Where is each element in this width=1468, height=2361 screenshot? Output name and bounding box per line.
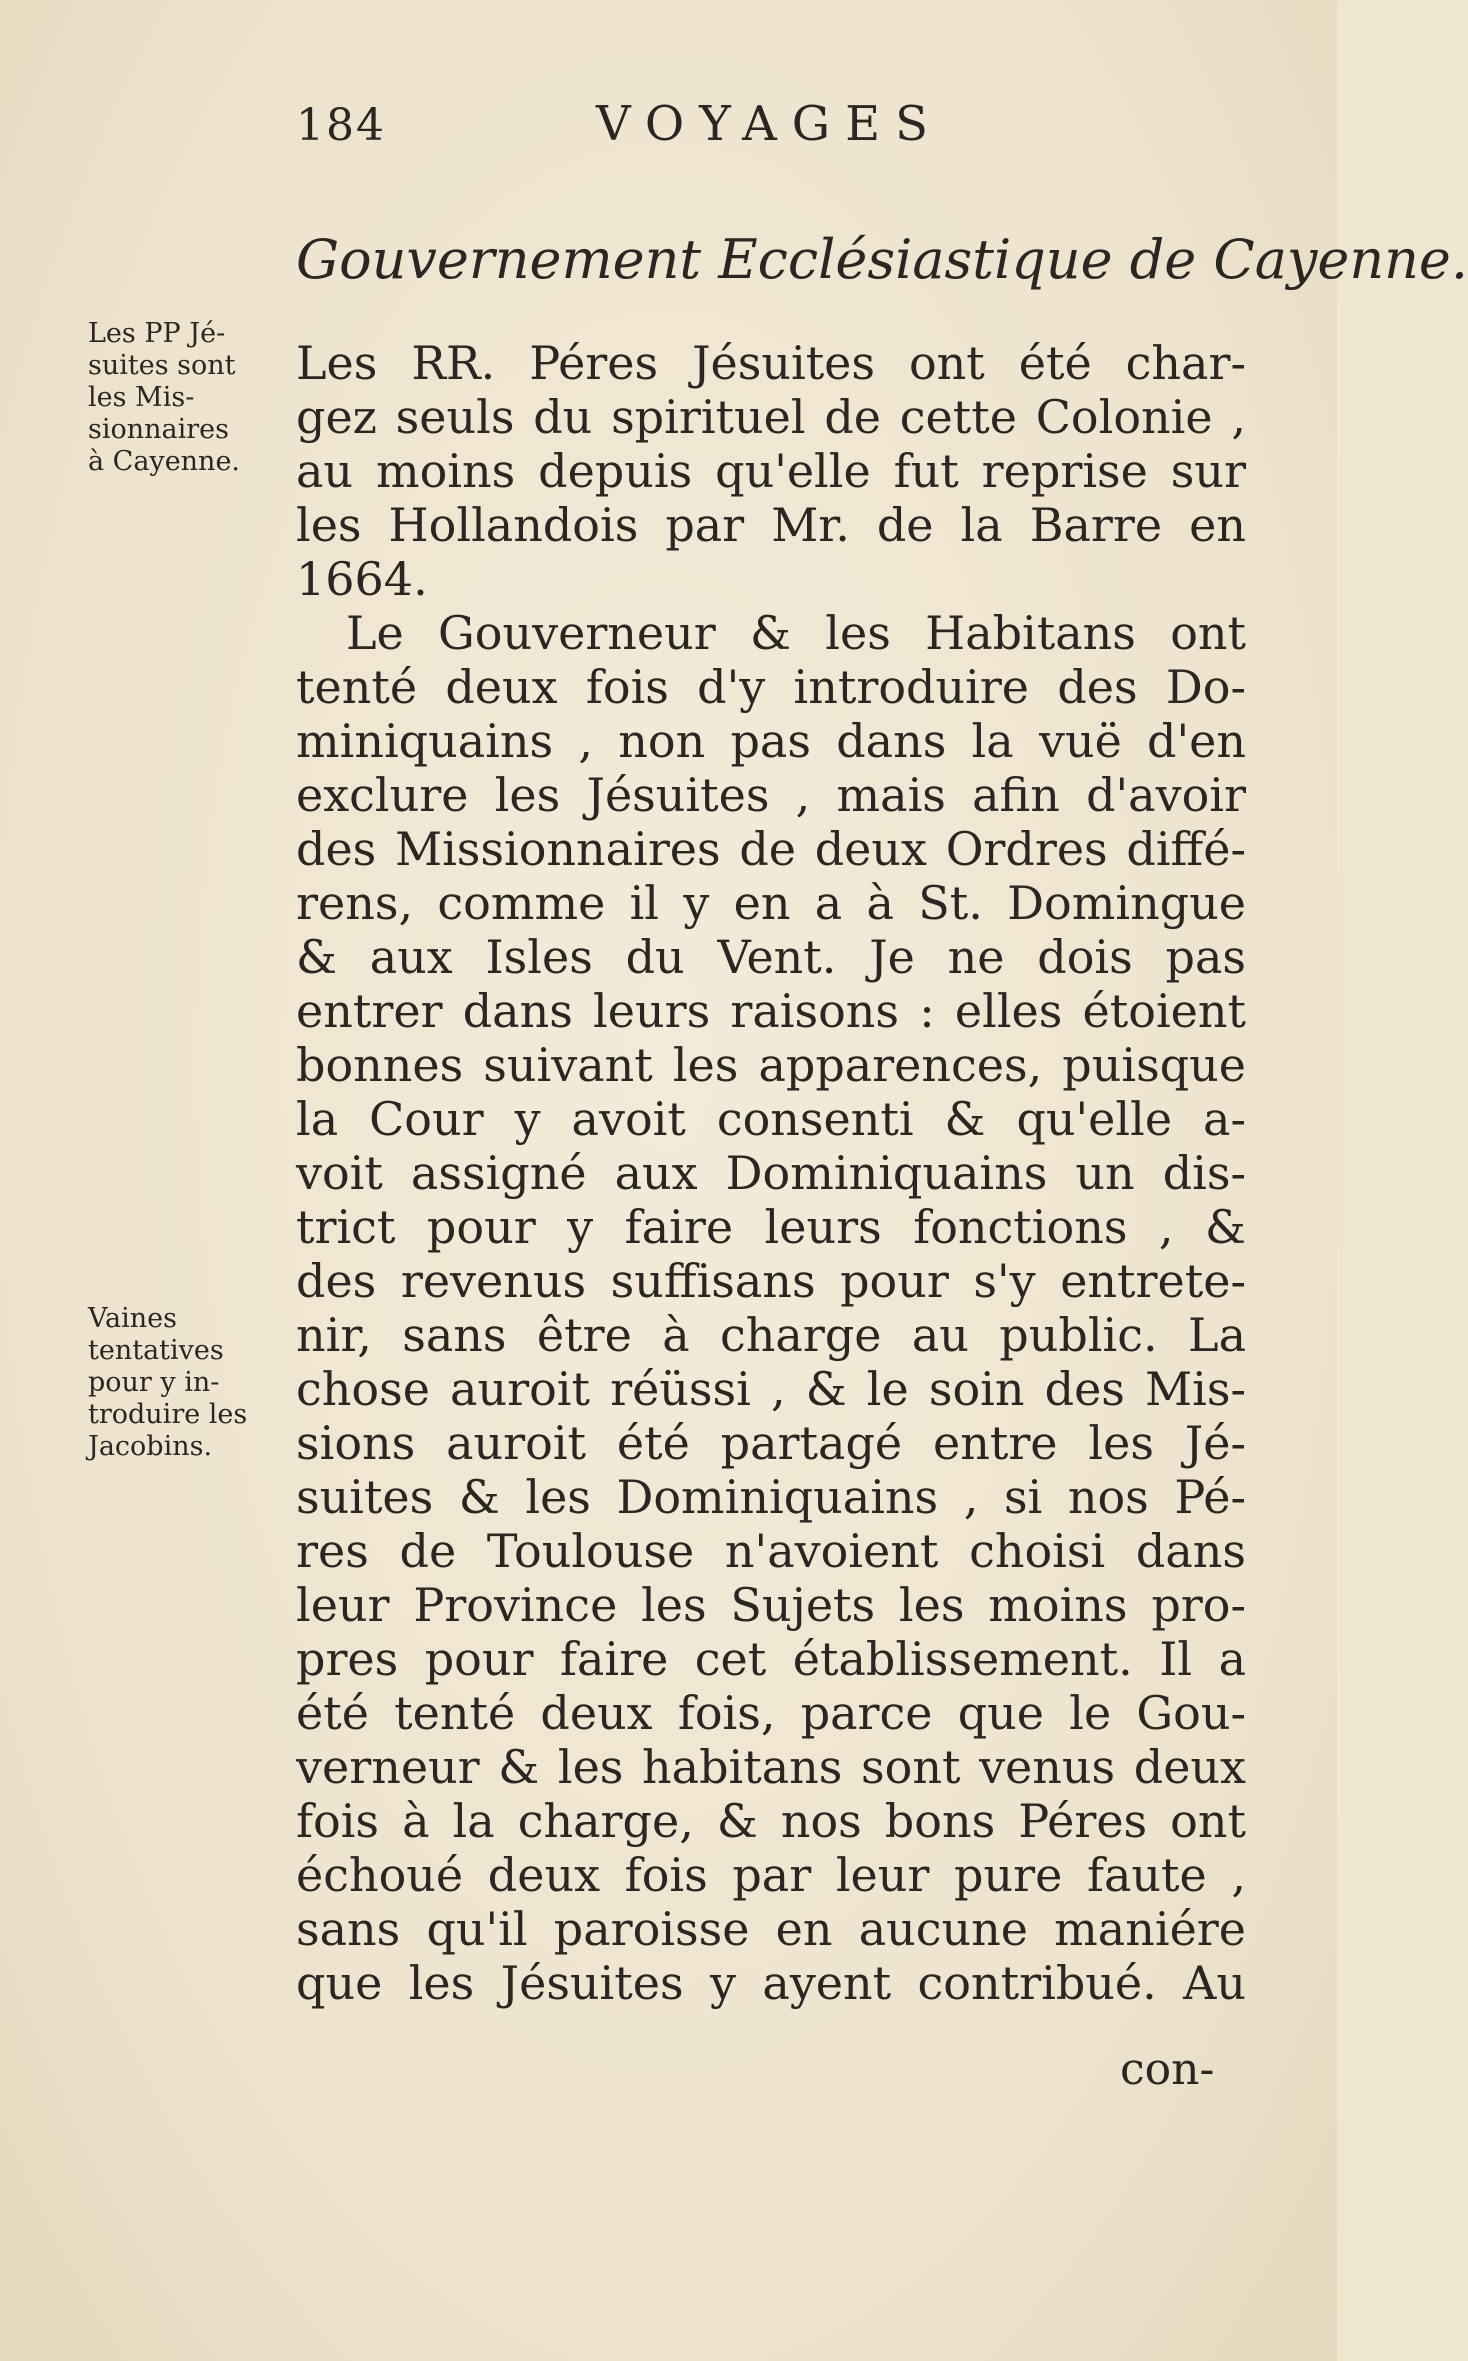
text-line: sans qu'il paroisse en aucune maniére (296, 1902, 1246, 1956)
margin-note-line: pour y in- (88, 1367, 220, 1398)
margin-note-line: tentatives (88, 1335, 224, 1366)
text-line: res de Toulouse n'avoient choisi dans (296, 1524, 1246, 1578)
text-line: des revenus suffisans pour s'y entrete- (296, 1254, 1246, 1308)
text-line: sions auroit été partagé entre les Jé- (296, 1416, 1246, 1470)
page-number: 184 (296, 100, 386, 151)
text-line: leur Province les Sujets les moins pro- (296, 1578, 1246, 1632)
body-text (296, 336, 1246, 2010)
margin-note-line: Jacobins. (88, 1431, 213, 1462)
text-line: les Hollandois par Mr. de la Barre en (296, 498, 1246, 552)
margin-note-line: Les PP Jé- (88, 318, 226, 349)
catchword: con- (1120, 2044, 1215, 2095)
text-line: fois à la charge, & nos bons Péres ont (296, 1794, 1246, 1848)
text-line: des Missionnaires de deux Ordres diffé- (296, 822, 1246, 876)
margin-note-line: Vaines (88, 1303, 177, 1334)
text-line: rens, comme il y en a à St. Domingue (296, 876, 1246, 930)
text-line: échoué deux fois par leur pure faute , (296, 1848, 1246, 1902)
text-line: la Cour y avoit consenti & qu'elle a- (296, 1092, 1246, 1146)
text-line: voit assigné aux Dominiquains un dis- (296, 1146, 1246, 1200)
text-line: Le Gouverneur & les Habitans ont (346, 606, 1246, 660)
text-line: exclure les Jésuites , mais afin d'avoir (296, 768, 1246, 822)
text-line: chose auroit réüssi , & le soin des Mis- (296, 1362, 1246, 1416)
margin-note-jacobins (88, 1303, 300, 1463)
margin-note-line: les Mis- (88, 382, 195, 413)
page-header (296, 96, 996, 160)
margin-note-line: troduire les (88, 1399, 248, 1430)
running-title: VOYAGES (596, 96, 944, 152)
text-line: été tenté deux fois, parce que le Gou- (296, 1686, 1246, 1740)
text-line: suites & les Dominiquains , si nos Pé- (296, 1470, 1246, 1524)
text-line: au moins depuis qu'elle fut reprise sur (296, 444, 1246, 498)
text-line: gez seuls du spirituel de cette Colonie , (296, 390, 1246, 444)
text-line: verneur & les habitans sont venus deux (296, 1740, 1246, 1794)
text-line: entrer dans leurs raisons : elles étoient (296, 984, 1246, 1038)
text-line: nir, sans être à charge au public. La (296, 1308, 1246, 1362)
text-line: pres pour faire cet établissement. Il a (296, 1632, 1246, 1686)
text-line: bonnes suivant les apparences, puisque (296, 1038, 1246, 1092)
text-line: tenté deux fois d'y introduire des Do- (296, 660, 1246, 714)
text-line: que les Jésuites y ayent contribué. Au (296, 1956, 1246, 2010)
margin-note-line: sionnaires (88, 414, 229, 445)
margin-note-line: à Cayenne. (88, 446, 241, 477)
margin-note-jesuits (88, 318, 300, 478)
text-line: miniquains , non pas dans la vuë d'en (296, 714, 1246, 768)
text-line: 1664. (296, 552, 428, 606)
section-title: Gouvernement Ecclésiastique de Cayenne. (296, 228, 1468, 291)
text-line: trict pour y faire leurs fonctions , & (296, 1200, 1246, 1254)
margin-note-line: suites sont (88, 350, 236, 381)
text-line: Les RR. Péres Jésuites ont été char- (296, 336, 1246, 390)
text-line: & aux Isles du Vent. Je ne dois pas (296, 930, 1246, 984)
